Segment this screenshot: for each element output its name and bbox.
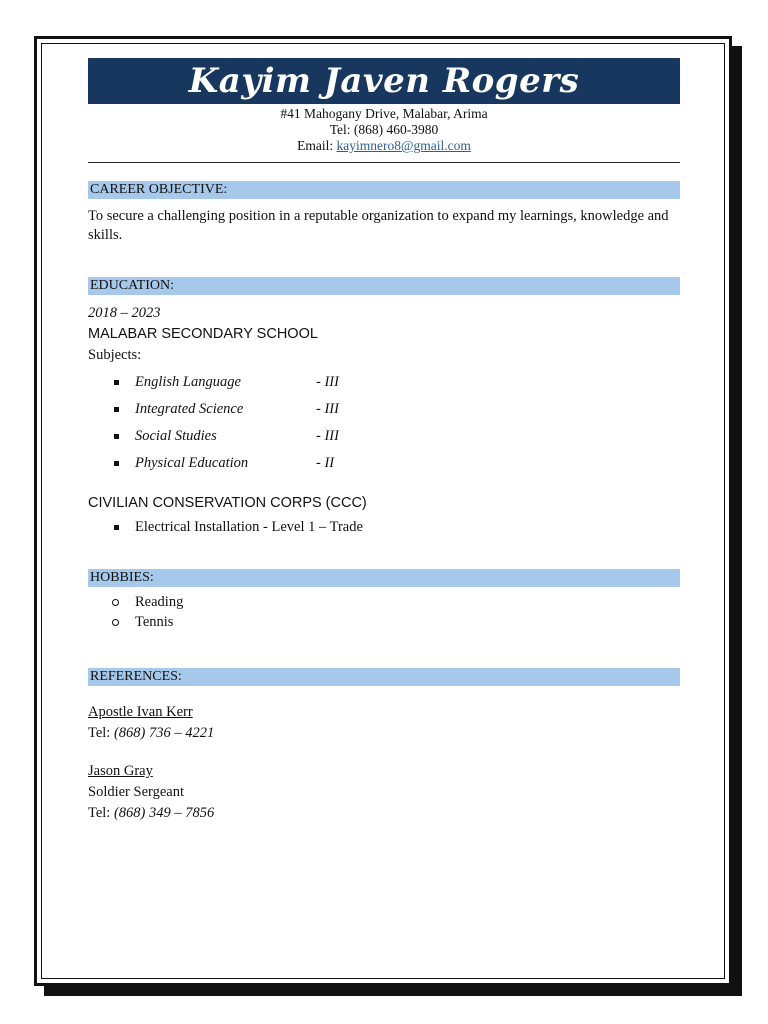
career-objective-text: To secure a challenging position in a reputable organization to expand my learnings, knowledge and skills. (88, 208, 669, 243)
email-label: Email: (297, 138, 337, 153)
ccc-item (88, 514, 680, 541)
square-bullet-icon (114, 525, 119, 530)
square-bullet-icon (114, 434, 119, 439)
reference-tel-number: (868) 736 – 4221 (113, 725, 215, 741)
subject-grade: - III (316, 374, 339, 390)
subject-name: Physical Education (135, 455, 249, 471)
hobbies-list (88, 592, 680, 632)
hobby-text: Tennis (135, 614, 174, 630)
name-banner (88, 58, 680, 104)
subject-name: Integrated Science (135, 401, 244, 417)
subject-grade: - II (316, 455, 335, 471)
references-heading: REFERENCES: (88, 668, 680, 686)
reference-title: Soldier Sergeant (88, 784, 184, 800)
reference-tel (88, 723, 680, 744)
subject-grade: - III (316, 428, 339, 444)
subject-item (88, 423, 680, 450)
subject-grade: - III (316, 401, 339, 417)
career-objective-heading: CAREER OBJECTIVE: (88, 181, 680, 199)
email-line (88, 138, 680, 154)
ccc-item-text: Electrical Installation - Level 1 – Trade (135, 519, 363, 535)
reference-1 (88, 702, 680, 744)
resume-content (88, 58, 680, 824)
reference-tel-label: Tel: (88, 725, 114, 741)
ccc-title: CIVILIAN CONSERVATION CORPS (CCC) (88, 495, 367, 511)
contact-block (88, 106, 680, 154)
reference-tel-label: Tel: (88, 805, 114, 821)
subject-item (88, 369, 680, 396)
circle-bullet-icon (112, 619, 119, 626)
reference-tel (88, 803, 680, 824)
subject-item (88, 450, 680, 477)
header-divider (88, 162, 680, 163)
hobbies-heading: HOBBIES: (88, 569, 680, 587)
reference-name: Apostle Ivan Kerr (88, 704, 193, 720)
hobby-text: Reading (135, 594, 184, 610)
address: #41 Mahogany Drive, Malabar, Arima (280, 106, 488, 121)
school-name: MALABAR SECONDARY SCHOOL (88, 326, 318, 342)
square-bullet-icon (114, 407, 119, 412)
hobby-item (88, 612, 680, 632)
reference-name: Jason Gray (88, 763, 153, 779)
telephone: Tel: (868) 460-3980 (329, 122, 439, 137)
square-bullet-icon (114, 380, 119, 385)
subject-item (88, 396, 680, 423)
circle-bullet-icon (112, 599, 119, 606)
ccc-list (88, 514, 680, 541)
hobby-item (88, 592, 680, 612)
education-heading: EDUCATION: (88, 277, 680, 295)
education-years: 2018 – 2023 (88, 305, 161, 321)
subject-name: English Language (135, 374, 241, 390)
reference-2 (88, 761, 680, 824)
subjects-list (88, 369, 680, 477)
square-bullet-icon (114, 461, 119, 466)
applicant-name: Kayim Javen Rogers (188, 61, 580, 101)
reference-tel-number: (868) 349 – 7856 (113, 805, 215, 821)
subject-name: Social Studies (135, 428, 217, 444)
email-link[interactable]: kayimnero8@gmail.com (336, 138, 471, 153)
subjects-label: Subjects: (88, 347, 142, 363)
